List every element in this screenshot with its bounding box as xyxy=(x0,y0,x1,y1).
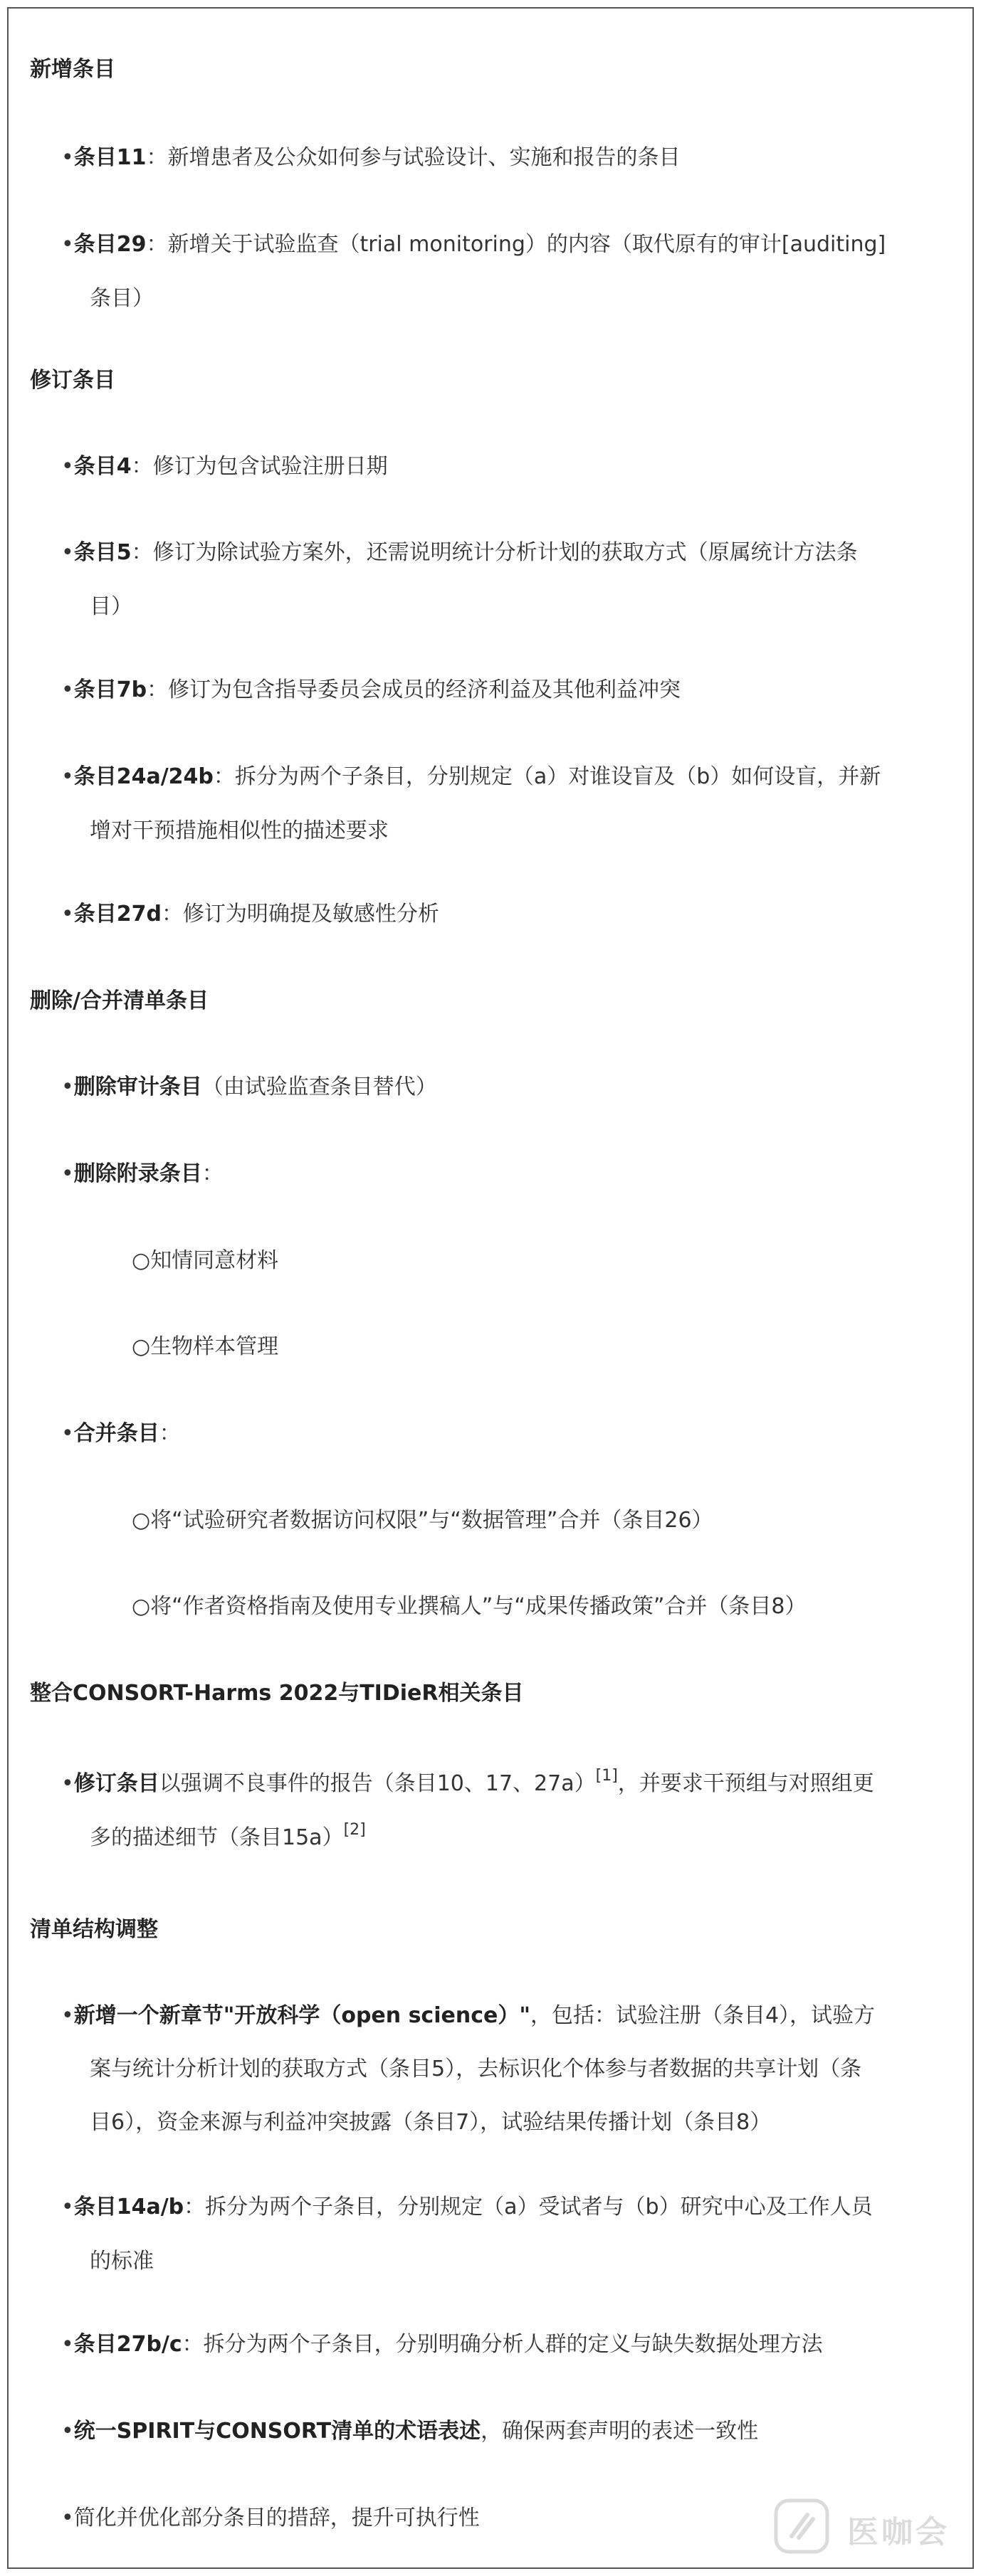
list-item-delete-audit: •删除审计条目（由试验监查条目替代） xyxy=(61,1075,437,1099)
list-item-item27d: •条目27d：修订为明确提及敏感性分析 xyxy=(61,902,439,927)
section-title-delete-merge: 删除/合并清单条目 xyxy=(30,988,209,1013)
circle-bullet-icon: ○ xyxy=(132,1508,151,1533)
bullet-icon: • xyxy=(61,2332,74,2357)
bullet-icon: • xyxy=(61,145,74,170)
section-title-new-items: 新增条目 xyxy=(30,57,115,82)
sub-item-consent: ○知情同意材料 xyxy=(132,1248,279,1273)
list-item-item27bc: •条目27b/c：拆分为两个子条目，分别明确分析人群的定义与缺失数据处理方法 xyxy=(61,2332,823,2357)
bullet-icon: • xyxy=(61,1421,74,1446)
list-item-delete-appendix: •删除附录条目： xyxy=(61,1161,224,1186)
list-item-unify-terms: •统一SPIRIT与CONSORT清单的术语表述，确保两套声明的表述一致性 xyxy=(61,2419,759,2444)
list-item-merge: •合并条目： xyxy=(61,1421,181,1446)
bullet-icon: • xyxy=(61,2506,74,2530)
watermark-text: 医咖会 xyxy=(847,2514,950,2550)
circle-bullet-icon: ○ xyxy=(132,1334,151,1359)
section-title-revised-items: 修订条目 xyxy=(30,368,115,393)
list-item-item29-cont: 条目） xyxy=(90,286,154,311)
sub-item-biosample: ○生物样本管理 xyxy=(132,1334,279,1359)
bullet-icon: • xyxy=(61,902,74,927)
yikahui-logo-icon xyxy=(770,2495,834,2556)
list-item-simplify: •简化并优化部分条目的措辞，提升可执行性 xyxy=(61,2506,480,2530)
reference-1[interactable]: [1] xyxy=(595,1767,618,1785)
bullet-icon: • xyxy=(61,1771,74,1796)
list-item-item5-cont: 目） xyxy=(90,594,132,619)
list-item-revise-harms-cont: 多的描述细节（条目15a）[2] xyxy=(90,1821,366,1850)
section-title-structure: 清单结构调整 xyxy=(30,1917,158,1942)
list-item-item11: •条目11：新增患者及公众如何参与试验设计、实施和报告的条目 xyxy=(61,145,681,170)
circle-bullet-icon: ○ xyxy=(132,1594,151,1619)
section-title-harms-tidier: 整合CONSORT-Harms 2022与TIDieR相关条目 xyxy=(30,1681,524,1706)
bullet-icon: • xyxy=(61,1161,74,1186)
circle-bullet-icon: ○ xyxy=(132,1248,151,1273)
list-item-open-science: •新增一个新章节"开放科学（open science）"，包括：试验注册（条目4），试验方 xyxy=(61,2003,876,2028)
sub-item-merge-26: ○将“试验研究者数据访问权限”与“数据管理”合并（条目26） xyxy=(132,1508,713,1533)
list-item-item14: •条目14a/b：拆分为两个子条目，分别规定（a）受试者与（b）研究中心及工作人员 xyxy=(61,2195,873,2219)
sub-item-merge-8: ○将“作者资格指南及使用专业撰稿人”与“成果传播政策”合并（条目8） xyxy=(132,1594,807,1619)
list-item-item4: •条目4：修订为包含试验注册日期 xyxy=(61,454,388,479)
list-item-item7b: •条目7b：修订为包含指导委员会成员的经济利益及其他利益冲突 xyxy=(61,677,681,702)
bullet-icon: • xyxy=(61,2195,74,2219)
document-frame xyxy=(7,7,974,2569)
list-item-revise-harms: •修订条目以强调不良事件的报告（条目10、17、27a）[1]，并要求干预组与对照组更 xyxy=(61,1767,874,1796)
list-item-item14-cont: 的标准 xyxy=(90,2249,154,2274)
list-item-open-science-cont1: 案与统计分析计划的获取方式（条目5），去标识化个体参与者数据的共享计划（条 xyxy=(90,2057,862,2081)
list-item-item24-cont: 增对干预措施相似性的描述要求 xyxy=(90,818,389,843)
reference-2[interactable]: [2] xyxy=(343,1821,366,1839)
bullet-icon: • xyxy=(61,232,74,257)
bullet-icon: • xyxy=(61,1075,74,1099)
bullet-icon: • xyxy=(61,764,74,789)
bullet-icon: • xyxy=(61,2419,74,2444)
list-item-item24: •条目24a/24b：拆分为两个子条目，分别规定（a）对谁设盲及（b）如何设盲，并新 xyxy=(61,764,881,789)
list-item-item29: •条目29：新增关于试验监查（trial monitoring）的内容（取代原有的审计[auditing] xyxy=(61,232,886,257)
bullet-icon: • xyxy=(61,540,74,565)
bullet-icon: • xyxy=(61,2003,74,2028)
watermark xyxy=(770,2495,955,2556)
list-item-item5: •条目5：修订为除试验方案外，还需说明统计分析计划的获取方式（原属统计方法条 xyxy=(61,540,858,565)
bullet-icon: • xyxy=(61,454,74,479)
list-item-open-science-cont2: 目6），资金来源与利益冲突披露（条目7），试验结果传播计划（条目8） xyxy=(90,2110,772,2135)
bullet-icon: • xyxy=(61,677,74,702)
